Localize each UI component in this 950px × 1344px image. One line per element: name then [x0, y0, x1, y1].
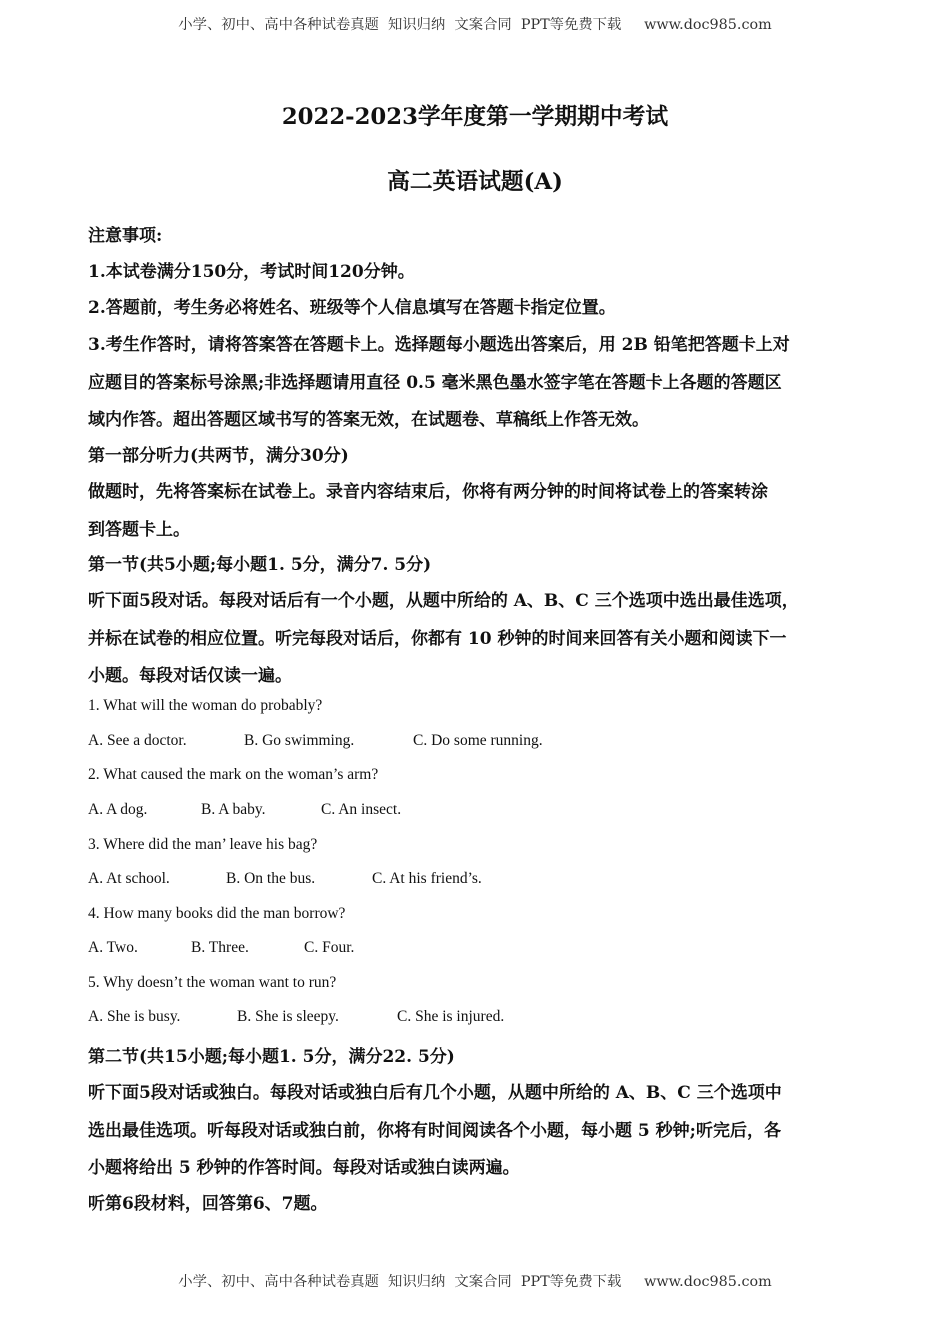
exam-subtitle: 高二英语试题(A) — [387, 169, 563, 195]
section2-instruction-line-3: 小题将给出 5 秒钟的作答时间。每段对话或独白读两遍。 — [88, 1158, 520, 1178]
section2-instruction-line-1: 听下面5段对话或独白。每段对话或独白后有几个小题，从题中所给的 A、B、C 三个选项中 — [88, 1083, 782, 1103]
option-b: B. A baby. — [201, 801, 266, 818]
question-4-options — [88, 939, 354, 957]
note-3-line-2: 应题目的答案标号涂黑;非选择题请用直径 0.5 毫米黑色墨水签字笔在答题卡上各题的答题区 — [88, 373, 782, 393]
option-a: A. At school. — [88, 870, 170, 887]
option-b: B. Go swimming. — [244, 732, 355, 749]
option-b: B. On the bus. — [226, 870, 316, 887]
note-3-line-1: 3.考生作答时，请将答案答在答题卡上。选择题每小题选出答案后，用 2B 铅笔把答题卡上对 — [88, 335, 790, 355]
note-3-line-3: 域内作答。超出答题区域书写的答案无效，在试题卷、草稿纸上作答无效。 — [88, 410, 649, 430]
option-c: C. An insect. — [321, 801, 402, 818]
listen-6-instruction: 听第6段材料，回答第6、7题。 — [88, 1194, 328, 1214]
section2-instruction-line-2: 选出最佳选项。听每段对话或独白前，你将有时间阅读各个小题，每小题 5 秒钟;听完后，各 — [88, 1121, 781, 1141]
section1-instruction-line-2: 并标在试卷的相应位置。听完每段对话后，你都有 10 秒钟的时间来回答有关小题和阅读下一 — [88, 629, 787, 649]
option-a: A. See a doctor. — [88, 732, 187, 749]
question-2-options — [88, 801, 401, 819]
note-1: 1.本试卷满分150分，考试时间120分钟。 — [88, 262, 415, 282]
option-a: A. A dog. — [88, 801, 148, 818]
question-3-options — [88, 870, 482, 888]
question-2: 2. What caused the mark on the woman’s arm? — [88, 766, 379, 783]
option-a: A. Two. — [88, 939, 138, 956]
option-b: B. She is sleepy. — [237, 1008, 339, 1025]
question-1-options — [88, 732, 543, 750]
page-footer: 小学、初中、高中各种试卷真题 知识归纳 文案合同 PPT等免费下载 www.doc985.com — [178, 1274, 772, 1290]
option-c: C. At his friend’s. — [372, 870, 482, 887]
exam-title: 2022-2023学年度第一学期期中考试 — [281, 104, 669, 130]
option-c: C. She is injured. — [397, 1008, 505, 1025]
question-4: 4. How many books did the man borrow? — [88, 905, 346, 922]
option-a: A. She is busy. — [88, 1008, 181, 1025]
section1-instruction-line-1: 听下面5段对话。每段对话后有一个小题，从题中所给的 A、B、C 三个选项中选出最佳选项， — [88, 591, 799, 611]
option-c: C. Four. — [304, 939, 355, 956]
notes-heading: 注意事项: — [88, 226, 163, 246]
part1-instruction-line-1: 做题时，先将答案标在试卷上。录音内容结束后，你将有两分钟的时间将试卷上的答案转涂 — [88, 482, 768, 502]
option-c: C. Do some running. — [413, 732, 543, 749]
question-5: 5. Why doesn’t the woman want to run? — [88, 974, 337, 991]
page-header: 小学、初中、高中各种试卷真题 知识归纳 文案合同 PPT等免费下载 www.doc985.com — [178, 17, 772, 33]
section1-instruction-line-3: 小题。每段对话仅读一遍。 — [88, 666, 292, 686]
question-1: 1. What will the woman do probably? — [88, 697, 323, 714]
section1-heading: 第一节(共5小题;每小题1. 5分，满分7. 5分) — [88, 555, 432, 575]
part1-heading: 第一部分听力(共两节，满分30分) — [88, 446, 349, 466]
note-2: 2.答题前，考生务必将姓名、班级等个人信息填写在答题卡指定位置。 — [88, 298, 616, 318]
option-b: B. Three. — [191, 939, 249, 956]
question-3: 3. Where did the man’ leave his bag? — [88, 836, 318, 853]
part1-instruction-line-2: 到答题卡上。 — [88, 520, 190, 540]
question-5-options — [88, 1008, 504, 1026]
section2-heading: 第二节(共15小题;每小题1. 5分，满分22. 5分) — [88, 1047, 455, 1067]
